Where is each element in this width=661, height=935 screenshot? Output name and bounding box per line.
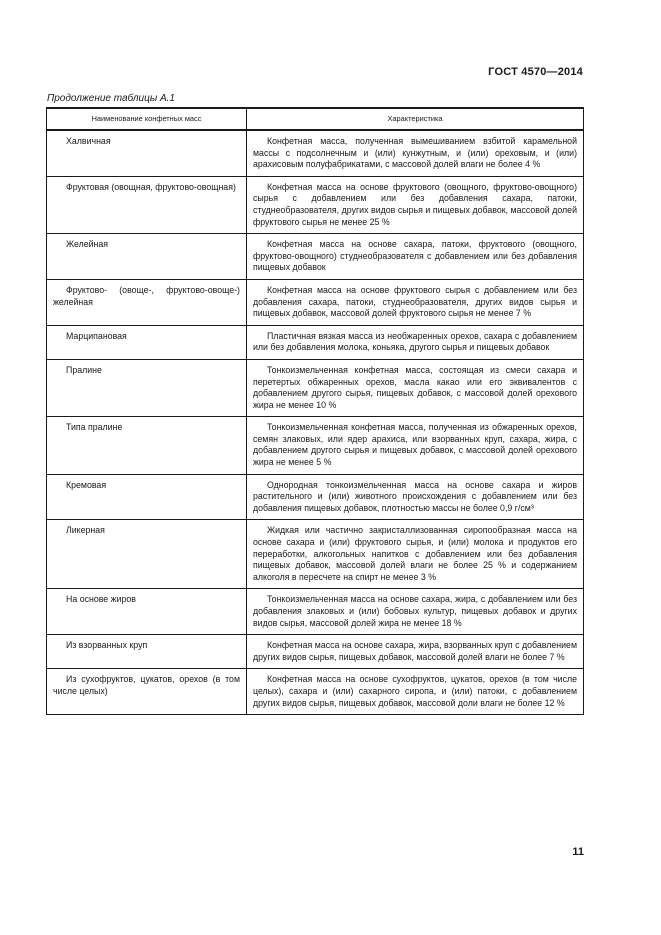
mass-name-cell: Желейная — [47, 234, 247, 280]
confectionery-mass-table — [46, 107, 584, 715]
table-row — [47, 176, 584, 233]
characteristic-cell: Конфетная масса на основе сахара, патоки, фруктового (овощного, фруктово-овощного) студнеобразователя с добавлением или без добавления пищевых добавок — [247, 234, 584, 280]
characteristic-cell: Конфетная масса на основе фруктового сырья с добавлением или без добавления сахара, патоки, студнеобразователя, других видов сырья и пищевых добавок, массовой долей фруктового сырья не менее 7 % — [247, 279, 584, 325]
mass-name-cell: Из сухофруктов, цукатов, орехов (в том числе целых) — [47, 669, 247, 715]
table-caption: Продолжение таблицы А.1 — [47, 93, 175, 104]
mass-name-cell: Типа пралине — [47, 417, 247, 474]
characteristic-cell: Конфетная масса на основе сахара, жира, взорванных круп с добавлением других видов сырья, пищевых добавок, массовой долей влаги не более 7 % — [247, 635, 584, 669]
table-row — [47, 234, 584, 280]
characteristic-cell: Конфетная масса на основе фруктового (овощного, фруктово-овощного) сырья с добавлением или без добавления сахара, патоки, студнеобразователя, других видов сырья и пищевых добавок, массовой долей фруктового сырья не менее 25 % — [247, 176, 584, 233]
table-header-row — [47, 108, 584, 130]
mass-name-cell: Кремовая — [47, 474, 247, 520]
column-header-characteristic: Характеристика — [247, 108, 584, 130]
table-row — [47, 635, 584, 669]
column-header-name: Наименование конфетных масс — [47, 108, 247, 130]
mass-name-cell: Фруктово- (овоще-, фруктово-овоще-) желейная — [47, 279, 247, 325]
table-row — [47, 359, 584, 416]
characteristic-cell: Жидкая или частично закристаллизованная сиропообразная масса на основе сахара и (или) фруктового сырья, и (или) молока и продуктов его переработки, алкогольных напитков с добавлением или без добавления пищевых добавок, массовой долей влаги не более 25 % и содержанием алкоголя в пересчете на спирт не менее 3 % — [247, 520, 584, 589]
page-number: 11 — [572, 846, 584, 858]
table-row — [47, 130, 584, 176]
characteristic-cell: Конфетная масса, полученная вымешиванием взбитой карамельной массы с подсолнечным и (или) кунжутным, и (или) ореховым, и (или) арахисовым полуфабрикатами, с массовой долей влаги не более 4 % — [247, 130, 584, 176]
table-row — [47, 669, 584, 715]
characteristic-cell: Пластичная вязкая масса из необжаренных орехов, сахара с добавлением или без добавления молока, коньяка, другого сырья и пищевых добавок — [247, 325, 584, 359]
characteristic-cell: Тонкоизмельченная конфетная масса, полученная из обжаренных орехов, семян злаковых, или ядер арахиса, или взорванных круп, сахара, жира, с добавлением другого сырья и пищевых добавок, с массовой долей орехового жира не менее 5 % — [247, 417, 584, 474]
table-row — [47, 325, 584, 359]
table-row — [47, 589, 584, 635]
characteristic-cell: Однородная тонкоизмельченная масса на основе сахара и жиров растительного и (или) животного происхождения с добавлением или без добавления пищевых добавок, плотностью массы не более 0,9 г/см³ — [247, 474, 584, 520]
characteristic-cell: Тонкоизмельченная конфетная масса, состоящая из смеси сахара и перетертых обжаренных орехов, масла какао или его эквивалентов с добавлением другого сырья, пищевых добавок, с массовой долей орехового жира не менее 10 % — [247, 359, 584, 416]
characteristic-cell: Конфетная масса на основе сухофруктов, цукатов, орехов (в том числе целых), сахара и (или) сахарного сиропа, и (или) патоки, с добавлением других видов сырья, пищевых добавок, массовой доли влаги не более 12 % — [247, 669, 584, 715]
mass-name-cell: Фруктовая (овощная, фруктово-овощная) — [47, 176, 247, 233]
characteristic-cell: Тонкоизмельченная масса на основе сахара, жира, с добавлением или без добавления злаковых и (или) бобовых культур, пищевых добавок и других видов сырья, массовой долей жира не менее 18 % — [247, 589, 584, 635]
table-row — [47, 520, 584, 589]
mass-name-cell: Пралине — [47, 359, 247, 416]
table-row — [47, 279, 584, 325]
mass-name-cell: Халвичная — [47, 130, 247, 176]
mass-name-cell: На основе жиров — [47, 589, 247, 635]
mass-name-cell: Марципановая — [47, 325, 247, 359]
table-row — [47, 474, 584, 520]
document-code: ГОСТ 4570—2014 — [488, 66, 583, 78]
table-row — [47, 417, 584, 474]
mass-name-cell: Из взорванных круп — [47, 635, 247, 669]
mass-name-cell: Ликерная — [47, 520, 247, 589]
